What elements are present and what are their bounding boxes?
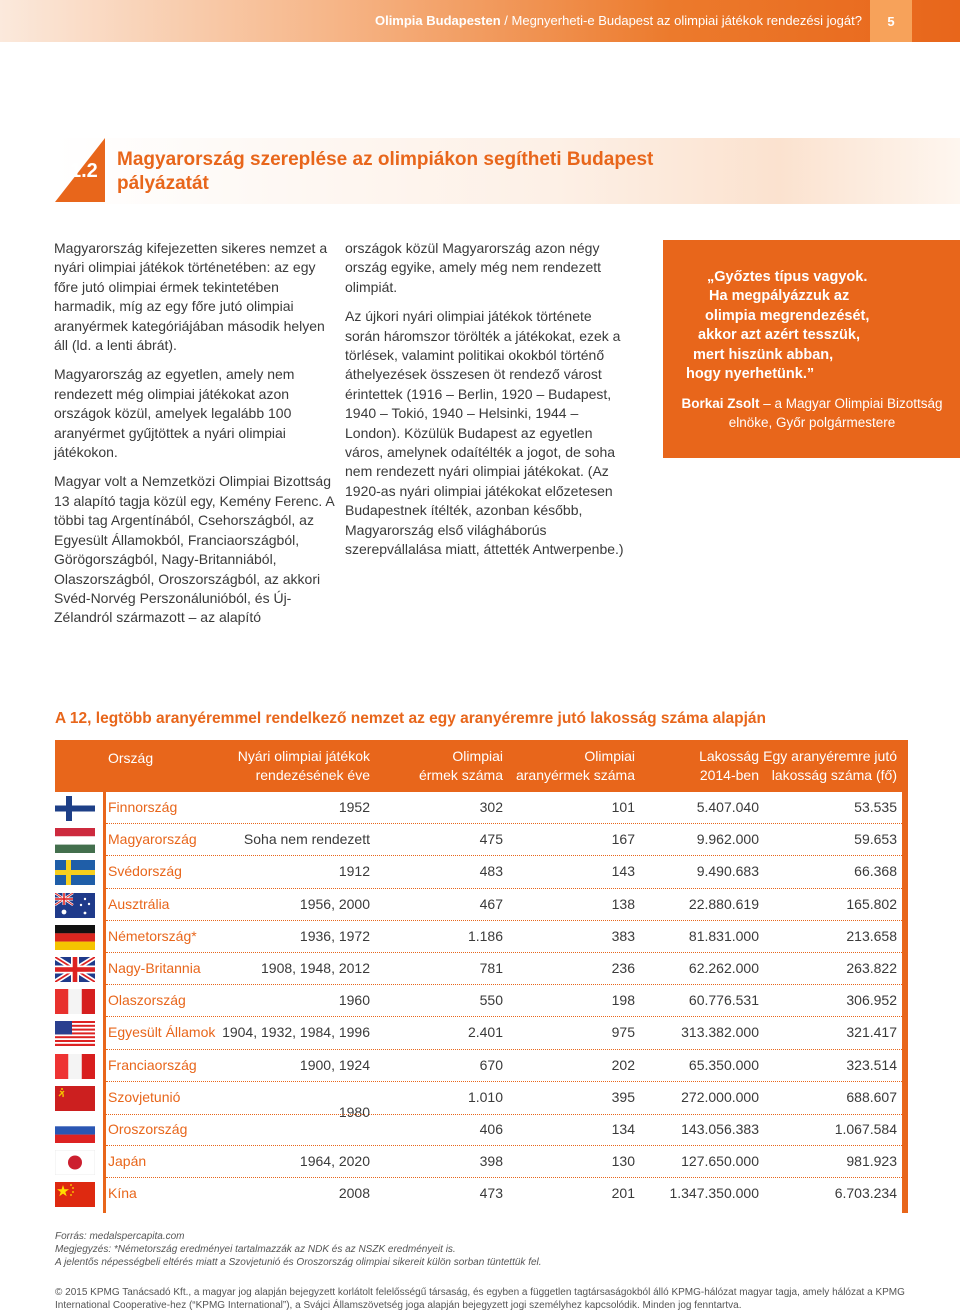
table-title: A 12, legtöbb aranyéremmel rendelkező nemzet az egy aranyéremre jutó lakosság száma alapján <box>55 710 767 727</box>
quote-author: Borkai Zsolt – a Magyar Olimpiai Bizottság elnöke, Győr polgármestere <box>681 396 943 430</box>
header-medals: Olimpiai érmek száma <box>418 748 503 783</box>
japan-flag-icon <box>55 1150 95 1175</box>
header-gold: Olimpiai aranyérmek száma <box>515 748 635 783</box>
uk-flag-icon <box>55 957 95 982</box>
header-bar <box>0 0 960 42</box>
paragraph: Magyarország kifejezetten sikeres nemzet a nyári olimpiai játékok történetében: az egy főre jutó olimpiai érmek tekintetében harmadik, míg az egy főre jutó olimpiai aranyérmek kategóriájában második helyen áll (ld. a lenti ábrát). <box>54 240 328 354</box>
quote-box <box>663 240 960 458</box>
table-row: Nagy-Britannia 1908, 1948, 2012 781 236 62.262.000 263.822 <box>55 953 908 985</box>
france-flag-icon <box>55 1054 95 1079</box>
section-title: Magyarország szereplése az olimpiákon segítheti Budapest pályázatát <box>117 149 654 194</box>
footnotes <box>55 1230 542 1269</box>
usa-flag-icon <box>55 1021 95 1046</box>
paragraph: Magyarország az egyetlen, amely nem rendezett még olimpiai játékokat azon országok közül, amelyek legalább 100 aranyérmet gyűjtöttek a nyári olimpiai játékokon. <box>54 366 295 461</box>
italy-flag-icon <box>55 989 95 1014</box>
russia-flag-icon <box>55 1118 95 1143</box>
hungary-flag-icon <box>55 828 95 853</box>
table-row: Egyesült Államok 1904, 1932, 1984, 1996 2.401 975 313.382.000 321.417 <box>55 1017 908 1049</box>
footnote-note: Megjegyzés: *Németország eredményei tartalmazzák az NDK és az NSZK eredményeit is. <box>55 1244 456 1255</box>
footnote-source: Forrás: medalspercapita.com <box>55 1231 185 1242</box>
medal-table <box>55 740 908 1213</box>
table-row: Ausztrália 1956, 2000 467 138 22.880.619 165.802 <box>55 889 908 921</box>
paragraph: Magyar volt a Nemzetközi Olimpiai Bizottság 13 alapító tagja közül egy, Kemény Ferenc. A többi tag Argentínából, Csehországból, az Egyesült Államokból, Franciaországból, Görögországból, Nagy-Britanniából, Olaszországból, Oroszországból, az akkori Svéd-Norvég Perszonálunióból, és Új-Zélandról származott – az alapító <box>54 473 334 626</box>
table-row: Németország* 1936, 1972 1.186 383 81.831.000 213.658 <box>55 921 908 953</box>
body-column-1 <box>54 239 334 638</box>
paragraph: országok közül Magyarország azon négy ország egyike, amely még nem rendezett olimpiát. <box>345 240 602 295</box>
table-row: Oroszország 406 134 143.056.383 1.067.584 <box>55 1114 908 1146</box>
sweden-flag-icon <box>55 860 95 885</box>
germany-flag-icon <box>55 925 95 950</box>
table-row: Magyarország Soha nem rendezett 475 167 9.962.000 59.653 <box>55 824 908 856</box>
page-number: 5 <box>870 0 912 42</box>
table-row: Szovjetunió 1.010 395 272.000.000 688.607 <box>55 1082 908 1114</box>
table-row: Franciaország 1900, 1924 670 202 65.350.000 323.514 <box>55 1050 908 1082</box>
china-flag-icon <box>55 1182 95 1207</box>
finland-flag-icon <box>55 796 95 821</box>
merged-hosted-cell: 1980 <box>338 1104 370 1120</box>
table-row: Finnország 1952 302 101 5.407.040 53.535 <box>55 792 908 824</box>
section-number: 1.2 <box>70 160 98 182</box>
row-separator <box>106 1114 365 1115</box>
australia-flag-icon <box>55 893 95 918</box>
paragraph: Az újkori nyári olimpiai játékok története során háromszor törölték a játékokat, ezek a törlések, valamint politikai okokból történő áthelyezések összesen öt rendező várost érintettek (1916 – Berlin, 1920 – Budapest, 1940 – Tokió, 1940 – Helsinki, 1944 – London). Közülük Budapest az egyetlen város, amelynek odaítélték a jogot, de soha nem rendezett nyári olimpiai játékokat. (Az 1920-as nyári olimpiai játékokat előzetesen Budapestnek ítélték, azonban később, Magyarország első világháborús szerepvállalása miatt, áttették Antwerpenbe.) <box>345 308 624 558</box>
ussr-flag-icon <box>55 1086 95 1111</box>
footnote-note: A jelentős népességbeli eltérés miatt a Szovjetunió és Oroszország olimpiai sikereit külön sorban tüntettük fel. <box>55 1257 542 1268</box>
copyright-notice: © 2015 KPMG Tanácsadó Kft., a magyar jog alapján bejegyzett korlátolt felelősségű társaság, és egyben a független tagtársaságokból álló KPMG-hálózat magyar tagja, amely hálózat a KPMG International Cooperative-hez (“KPMG International”), a Svájci Államszövetség joga alapján bejegyzett jogi személyhez kapcsolódik. Minden jog fenntartva. <box>55 1287 905 1311</box>
quote-text: „Győztes típus vagyok. Ha megpályázzuk az olimpia megrendezését, akkor azt azért tesszük, mert hiszünk abban, hogy nyerhetünk.” <box>686 269 870 383</box>
table-row: Kína 2008 473 201 1.347.350.000 6.703.234 <box>55 1178 908 1210</box>
header-hosted: Nyári olimpiai játékok rendezésének éve <box>237 748 370 783</box>
header-per-gold: Egy aranyéremre jutó lakosság száma (fő) <box>763 748 897 783</box>
body-column-2 <box>345 239 630 570</box>
header-country: Ország <box>108 750 154 766</box>
header-population: Lakosság 2014-ben <box>699 748 759 783</box>
row-separator <box>369 1114 902 1115</box>
table-header <box>55 740 908 792</box>
table-row: Svédország 1912 483 143 9.490.683 66.368 <box>55 856 908 888</box>
table-row: Olaszország 1960 550 198 60.776.531 306.952 <box>55 985 908 1017</box>
table-body <box>55 792 908 1213</box>
table-row: Japán 1964, 2020 398 130 127.650.000 981.923 <box>55 1146 908 1178</box>
header-title: Olimpia Budapesten / Megnyerheti-e Budapest az olimpiai játékok rendezési jogát? <box>374 13 862 28</box>
